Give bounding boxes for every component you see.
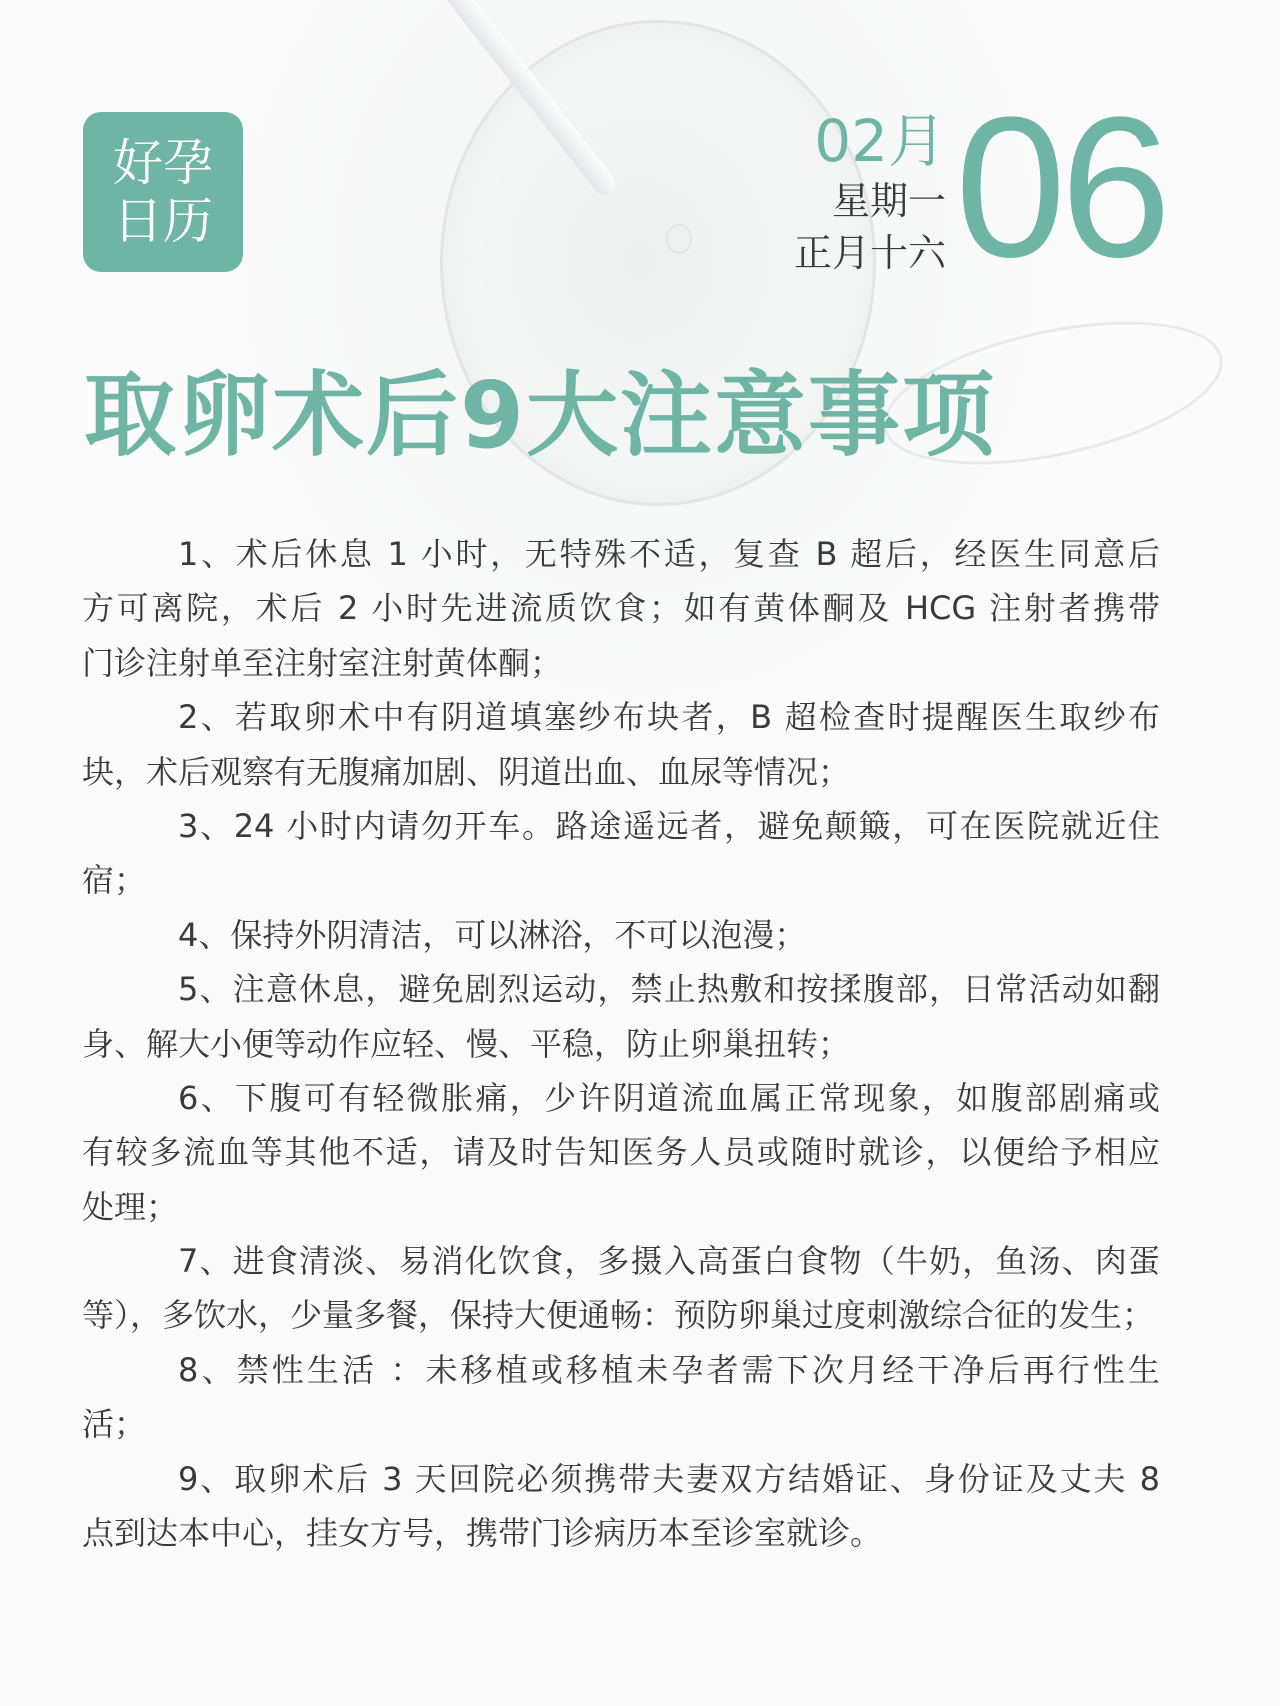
- notice-line: 块，术后观察有无腹痛加剧、阴道出血、血尿等情况；: [82, 752, 851, 791]
- calendar-badge: [83, 112, 243, 272]
- page-title: 取卵术后9大注意事项: [84, 362, 997, 469]
- notice-item: [82, 908, 1160, 962]
- notice-line: 7、进食清淡、易消化饮食，多摄入高蛋白食物（牛奶，鱼汤、肉蛋: [178, 1242, 1160, 1281]
- notice-line: 门诊注射单至注射室注射黄体酮；: [82, 643, 563, 682]
- notice-line: 活；: [82, 1405, 147, 1444]
- notice-line: 等），多饮水，少量多餐，保持大便通畅：预防卵巢过度刺激综合征的发生；: [82, 1296, 1155, 1335]
- notice-item: [82, 962, 1160, 1071]
- notice-item: [82, 1452, 1160, 1561]
- notice-item: [82, 527, 1160, 690]
- badge-line-2: 日历: [113, 192, 213, 250]
- notice-item: [82, 799, 1160, 908]
- background-bubble-image: [666, 224, 692, 254]
- notice-line: 5、注意休息，避免剧烈运动，禁止热敷和按揉腹部，日常活动如翻: [178, 970, 1160, 1009]
- notice-item: [82, 1234, 1160, 1343]
- date-weekday: 星期一: [831, 179, 946, 223]
- notice-line: 点到达本中心，挂女方号，携带门诊病历本至诊室就诊。: [82, 1514, 883, 1553]
- notice-item: [82, 690, 1160, 799]
- notice-line: 9、取卵术后 3 天回院必须携带夫妻双方结婚证、身份证及丈夫 8: [178, 1459, 1160, 1498]
- notice-line: 4、保持外阴清洁，可以淋浴，不可以泡漫；: [178, 915, 807, 954]
- notice-line: 身、解大小便等动作应轻、慢、平稳，防止卵巢扭转；: [82, 1024, 851, 1063]
- notice-line: 宿；: [82, 861, 147, 900]
- date-lunar: 正月十六: [793, 231, 946, 275]
- notice-line: 有较多流血等其他不适，请及时告知医务人员或随时就诊，以便给予相应: [82, 1133, 1160, 1172]
- notice-line: 6、下腹可有轻微胀痛，少许阴道流血属正常现象，如腹部剧痛或: [178, 1078, 1160, 1117]
- notice-list: [82, 527, 1160, 1560]
- notice-item: [82, 1343, 1160, 1452]
- date-month: 02月: [814, 107, 946, 175]
- notice-line: 处理；: [82, 1187, 179, 1226]
- notice-line: 2、若取卵术中有阴道填塞纱布块者，B 超检查时提醒医生取纱布: [178, 698, 1160, 737]
- notice-line: 1、术后休息 1 小时，无特殊不适，复查 B 超后，经医生同意后: [178, 535, 1160, 573]
- date-day: 06: [955, 76, 1166, 299]
- notice-line: 方可离院，术后 2 小时先进流质饮食；如有黄体酮及 HCG 注射者携带: [82, 589, 1160, 628]
- notice-line: 3、24 小时内请勿开车。路途遥远者，避免颠簸，可在医院就近住: [178, 806, 1160, 845]
- notice-item: [82, 1071, 1160, 1234]
- notice-line: 8、禁性生活 ：未移植或移植未孕者需下次月经干净后再行性生: [178, 1350, 1160, 1389]
- badge-line-1: 好孕: [113, 134, 213, 192]
